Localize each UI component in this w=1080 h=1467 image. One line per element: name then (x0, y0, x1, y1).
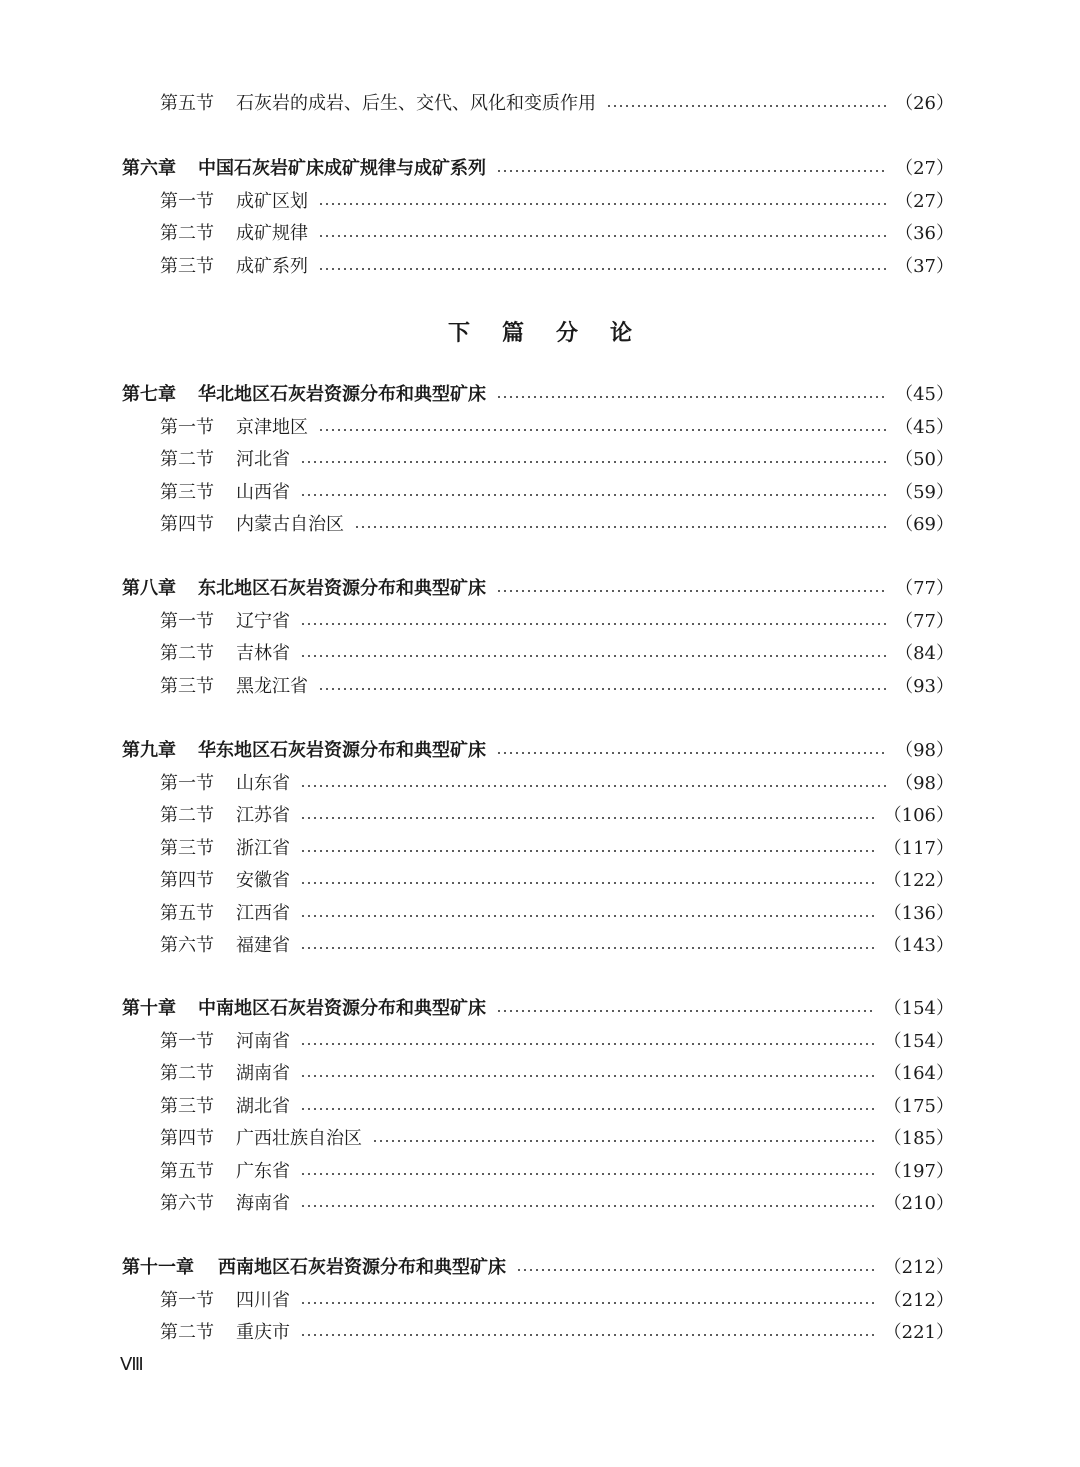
toc-section-entry[interactable] (0, 1317, 1080, 1350)
toc-block-chapter-9 (0, 735, 1080, 963)
dot-leader (300, 850, 876, 852)
part-heading: 下篇分论 (447, 321, 664, 346)
section-label: 第四节 (160, 1128, 214, 1149)
section-title: 石灰岩的成岩、后生、交代、风化和变质作用 (236, 93, 596, 114)
page-number: （154） (883, 1030, 954, 1052)
page-number: （185） (883, 1128, 954, 1149)
section-label: 第一节 (160, 772, 214, 794)
section-title: 四川省 (236, 1289, 290, 1311)
chapter-label: 第九章 (122, 740, 176, 761)
section-label: 第三节 (160, 1095, 214, 1117)
dot-leader (300, 785, 887, 787)
footer-page-number: Ⅷ (120, 1354, 144, 1374)
dot-leader (300, 461, 887, 463)
page-number: （77） (895, 610, 954, 632)
page-number: （84） (895, 643, 954, 664)
section-label: 第一节 (160, 416, 214, 438)
toc-section-entry[interactable] (0, 88, 1080, 121)
dot-leader (300, 947, 876, 949)
toc-chapter-entry[interactable] (0, 153, 1080, 186)
dot-leader (372, 1140, 876, 1142)
page-number: （27） (895, 158, 954, 179)
page-number: （45） (895, 416, 954, 438)
page-number: （210） (883, 1193, 954, 1214)
dot-leader (606, 105, 887, 107)
section-label: 第四节 (160, 514, 214, 535)
toc-block-chapter-6 (0, 153, 1080, 283)
toc-section-entry[interactable] (0, 186, 1080, 219)
section-label: 第三节 (160, 837, 214, 859)
chapter-title: 中国石灰岩矿床成矿规律与成矿系列 (198, 158, 486, 179)
page-number: （77） (895, 578, 954, 599)
page-number: （212） (883, 1289, 954, 1311)
section-label: 第六节 (160, 1193, 214, 1214)
section-title: 湖北省 (236, 1095, 290, 1117)
section-title: 内蒙古自治区 (236, 514, 344, 535)
dot-leader (300, 1334, 876, 1336)
section-title: 重庆市 (236, 1322, 290, 1343)
section-title: 成矿规律 (236, 223, 308, 244)
dot-leader (300, 623, 887, 625)
section-label: 第二节 (160, 643, 214, 664)
dot-leader (496, 590, 887, 592)
page-number: （27） (895, 190, 954, 212)
toc-section-entry[interactable] (0, 638, 1080, 671)
section-label: 第三节 (160, 255, 214, 277)
page-number: （164） (883, 1063, 954, 1084)
section-title: 海南省 (236, 1193, 290, 1214)
page-number: （98） (895, 772, 954, 794)
page-number: （106） (883, 805, 954, 826)
toc-block-chapter-8 (0, 573, 1080, 703)
page-number: （117） (883, 837, 954, 859)
toc-section-entry[interactable] (0, 898, 1080, 931)
dot-leader (496, 170, 887, 172)
dot-leader (300, 915, 876, 917)
toc-section-entry[interactable] (0, 800, 1080, 833)
toc-section-entry[interactable] (0, 1156, 1080, 1189)
page-number: （93） (895, 675, 954, 697)
section-title: 江西省 (236, 902, 290, 924)
section-title: 吉林省 (236, 643, 290, 664)
section-title: 浙江省 (236, 837, 290, 859)
section-label: 第一节 (160, 1289, 214, 1311)
toc-section-entry[interactable] (0, 671, 1080, 704)
chapter-label: 第十一章 (122, 1257, 194, 1278)
section-title: 广西壮族自治区 (236, 1128, 362, 1149)
section-label: 第三节 (160, 675, 214, 697)
toc-chapter-entry[interactable] (0, 573, 1080, 606)
toc-section-entry[interactable] (0, 768, 1080, 801)
section-title: 成矿系列 (236, 255, 308, 277)
chapter-title: 中南地区石灰岩资源分布和典型矿床 (198, 998, 486, 1019)
page-number: （59） (895, 481, 954, 503)
toc-chapter-entry[interactable] (0, 993, 1080, 1026)
toc-block-chapter-11 (0, 1252, 1080, 1350)
dot-leader (300, 1043, 876, 1045)
toc-section-entry[interactable] (0, 509, 1080, 542)
page-number: （37） (895, 255, 954, 277)
dot-leader (300, 1173, 876, 1175)
section-title: 河南省 (236, 1030, 290, 1052)
page-number: （154） (883, 998, 954, 1019)
section-label: 第六节 (160, 935, 214, 956)
toc-chapter-entry[interactable] (0, 735, 1080, 768)
dot-leader (300, 1302, 876, 1304)
chapter-title: 华北地区石灰岩资源分布和典型矿床 (198, 384, 486, 405)
toc-section-entry[interactable] (0, 1123, 1080, 1156)
page-number: （26） (895, 93, 954, 114)
page-number: （50） (895, 449, 954, 470)
toc-block-top (0, 88, 1080, 121)
toc-section-entry[interactable] (0, 412, 1080, 445)
section-title: 河北省 (236, 449, 290, 470)
page-number: （98） (895, 740, 954, 761)
dot-leader (496, 752, 887, 754)
page-number: （197） (883, 1160, 954, 1182)
toc-chapter-entry[interactable] (0, 1252, 1080, 1285)
dot-leader (300, 494, 887, 496)
page-number: （45） (895, 384, 954, 405)
page-number: （221） (883, 1322, 954, 1343)
toc-section-entry[interactable] (0, 218, 1080, 251)
dot-leader (496, 396, 887, 398)
toc-section-entry[interactable] (0, 833, 1080, 866)
page-number: （212） (883, 1257, 954, 1278)
section-title: 江苏省 (236, 805, 290, 826)
toc-section-entry[interactable] (0, 1188, 1080, 1221)
dot-leader (318, 688, 887, 690)
section-title: 辽宁省 (236, 610, 290, 632)
section-title: 成矿区划 (236, 190, 308, 212)
section-label: 第三节 (160, 481, 214, 503)
section-label: 第五节 (160, 93, 214, 114)
toc-section-entry[interactable] (0, 251, 1080, 284)
dot-leader (300, 1205, 876, 1207)
dot-leader (300, 1108, 876, 1110)
chapter-title: 华东地区石灰岩资源分布和典型矿床 (198, 740, 486, 761)
dot-leader (318, 235, 887, 237)
dot-leader (300, 1075, 876, 1077)
dot-leader (354, 526, 887, 528)
section-title: 黑龙江省 (236, 675, 308, 697)
dot-leader (300, 817, 876, 819)
dot-leader (318, 268, 887, 270)
section-label: 第四节 (160, 870, 214, 891)
chapter-title: 西南地区石灰岩资源分布和典型矿床 (218, 1257, 506, 1278)
dot-leader (516, 1269, 876, 1271)
toc-section-entry[interactable] (0, 1058, 1080, 1091)
dot-leader (496, 1010, 876, 1012)
chapter-label: 第八章 (122, 578, 176, 599)
section-label: 第二节 (160, 223, 214, 244)
dot-leader (300, 882, 876, 884)
toc-section-entry[interactable] (0, 1091, 1080, 1124)
toc-section-entry[interactable] (0, 606, 1080, 639)
section-title: 京津地区 (236, 416, 308, 438)
toc-section-entry[interactable] (0, 865, 1080, 898)
section-label: 第一节 (160, 1030, 214, 1052)
section-title: 安徽省 (236, 870, 290, 891)
section-title: 山东省 (236, 772, 290, 794)
page-number: （69） (895, 514, 954, 535)
section-label: 第五节 (160, 902, 214, 924)
toc-block-chapter-10 (0, 993, 1080, 1221)
chapter-title: 东北地区石灰岩资源分布和典型矿床 (198, 578, 486, 599)
section-title: 广东省 (236, 1160, 290, 1182)
chapter-label: 第十章 (122, 998, 176, 1019)
section-label: 第二节 (160, 1063, 214, 1084)
toc-section-entry[interactable] (0, 477, 1080, 510)
section-label: 第二节 (160, 449, 214, 470)
page-number: （143） (883, 935, 954, 956)
section-label: 第一节 (160, 190, 214, 212)
toc-section-entry[interactable] (0, 1285, 1080, 1318)
section-title: 湖南省 (236, 1063, 290, 1084)
section-label: 第五节 (160, 1160, 214, 1182)
page-number: （136） (883, 902, 954, 924)
dot-leader (318, 203, 887, 205)
toc-section-entry[interactable] (0, 930, 1080, 963)
toc-chapter-entry[interactable] (0, 379, 1080, 412)
toc-section-entry[interactable] (0, 444, 1080, 477)
section-title: 山西省 (236, 481, 290, 503)
toc-section-entry[interactable] (0, 1026, 1080, 1059)
toc-block-chapter-7 (0, 379, 1080, 542)
section-label: 第一节 (160, 610, 214, 632)
dot-leader (318, 429, 887, 431)
section-label: 第二节 (160, 805, 214, 826)
section-title: 福建省 (236, 935, 290, 956)
section-label: 第二节 (160, 1322, 214, 1343)
chapter-label: 第七章 (122, 384, 176, 405)
chapter-label: 第六章 (122, 158, 176, 179)
page-number: （36） (895, 223, 954, 244)
page-number: （122） (883, 870, 954, 891)
page-number: （175） (883, 1095, 954, 1117)
dot-leader (300, 655, 887, 657)
